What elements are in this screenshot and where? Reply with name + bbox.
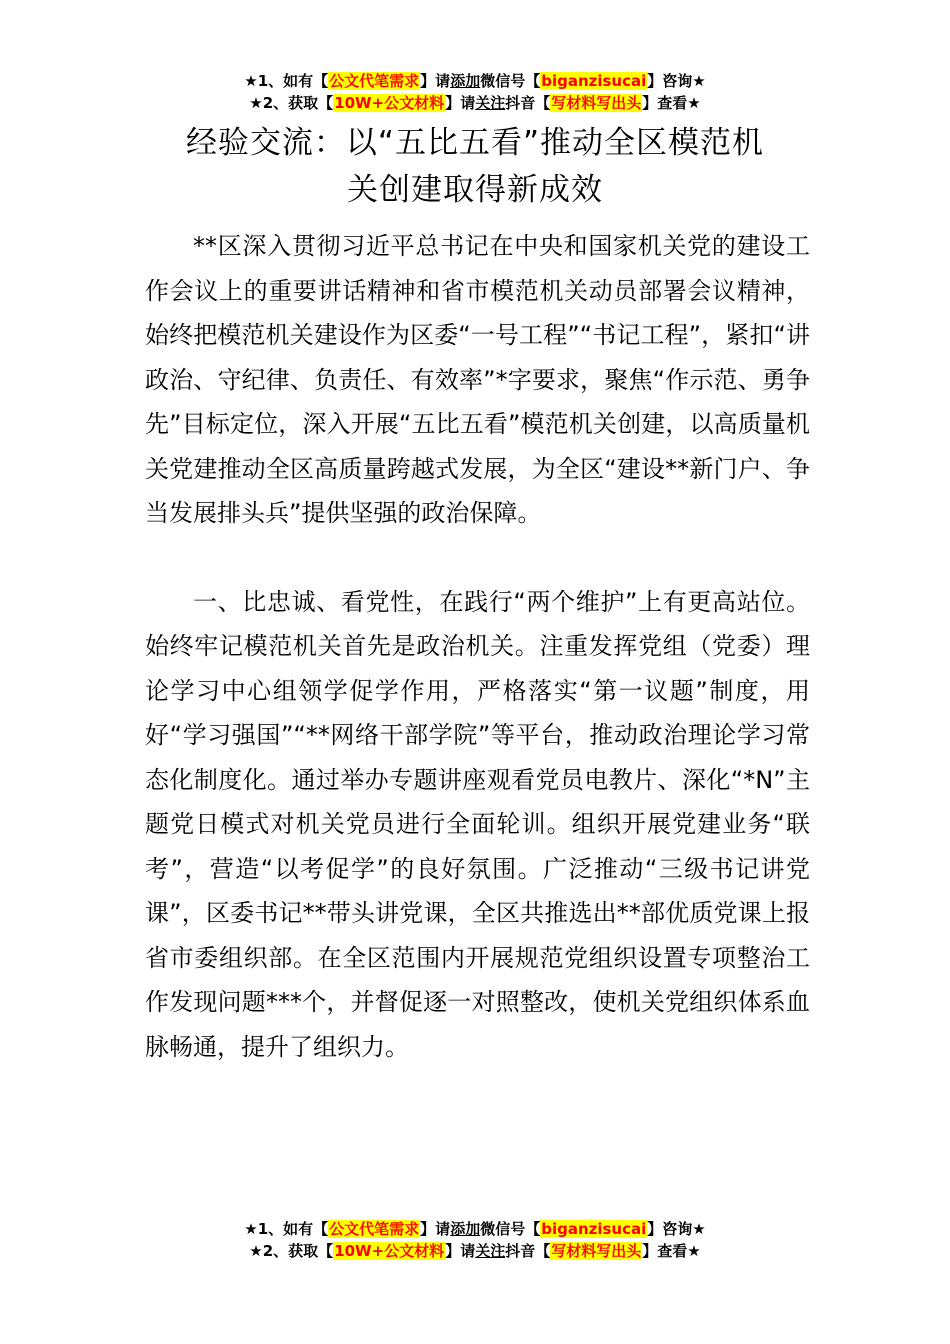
footer-banner [0,1218,950,1262]
banner-highlight: 公文代笔需求 [329,1220,420,1238]
banner-line-1: ★1、如有【公文代笔需求】请添加微信号【biganzisucai】咨询★ [244,1220,706,1238]
banner-highlight: 公文代笔需求 [329,72,420,90]
banner-line-2: ★2、获取【10W+公文材料】请关注抖音【写材料写出头】查看★ [249,94,701,112]
banner-line-1: ★1、如有【公文代笔需求】请添加微信号【biganzisucai】咨询★ [244,72,706,90]
document-body [145,224,810,1069]
banner-highlight: 写材料写出头 [551,94,642,112]
document-title [140,120,810,214]
banner-highlight: 10W+公文材料 [334,1242,445,1260]
header-banner [0,70,950,114]
title-line-1: 经验交流：以“五比五看”推动全区模范机 [185,125,765,161]
banner-highlight: 写材料写出头 [551,1242,642,1260]
banner-line-2: ★2、获取【10W+公文材料】请关注抖音【写材料写出头】查看★ [249,1242,701,1260]
title-line-2: 关创建取得新成效 [347,172,603,208]
paragraph-intro: **区深入贯彻习近平总书记在中央和国家机关党的建设工作会议上的重要讲话精神和省市模范机关动员部署会议精神，始终把模范机关建设作为区委“一号工程”“书记工程”，紧扣“讲政治、守纪律、负责任、有效率”*字要求，聚焦“作示范、勇争先”目标定位，深入开展“五比五看”模范机关创建，以高质量机关党建推动全区高质量跨越式发展，为全区“建设**新门户、争当发展排头兵”提供坚强的政治保障。 [145,232,810,527]
banner-highlight: 10W+公文材料 [334,94,445,112]
paragraph-section-1: 一、比忠诚、看党性，在践行“两个维护”上有更高站位。始终牢记模范机关首先是政治机关。注重发挥党组（党委）理论学习中心组领学促学作用，严格落实“第一议题”制度，用好“学习强国”“**网络干部学院”等平台，推动政治理论学习常态化制度化。通过举办专题讲座观看党员电教片、深化“*N”主题党日模式对机关党员进行全面轮训。组织开展党建业务“联考”，营造“以考促学”的良好氛围。广泛推动“三级书记讲党课”，区委书记**带头讲党课，全区共推选出**部优质党课上报省市委组织部。在全区范围内开展规范党组织设置专项整治工作发现问题***个，并督促逐一对照整改，使机关党组织体系血脉畅通，提升了组织力。 [145,587,810,1061]
banner-highlight: biganzisucai [541,72,647,90]
banner-highlight: biganzisucai [541,1220,647,1238]
